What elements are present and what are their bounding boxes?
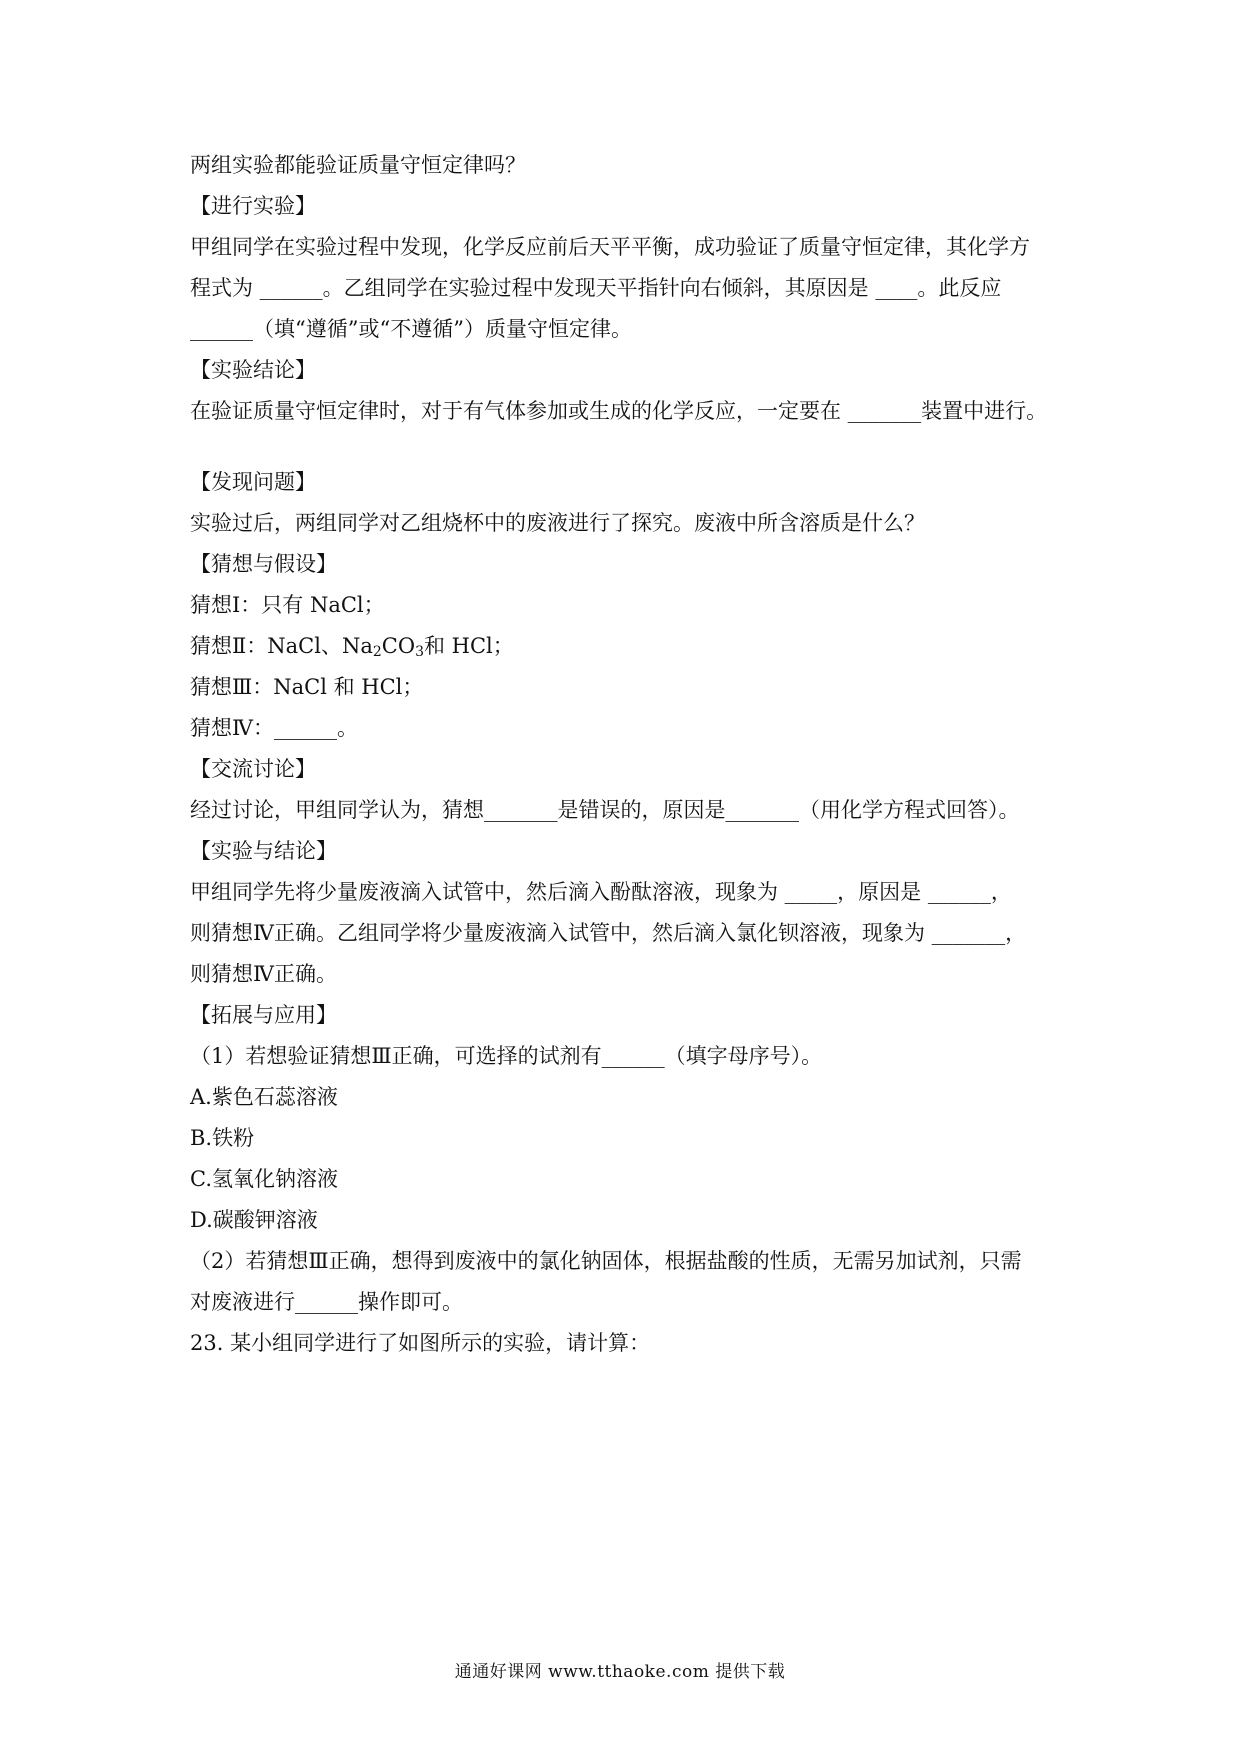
experiment-text-3: ______（填“遵循”或“不遵循”）质量守恒定律。 xyxy=(190,317,632,341)
experiment-text-1: 甲组同学在实验过程中发现，化学反应前后天平平衡，成功验证了质量守恒定律，其化学方 xyxy=(190,235,1030,259)
hypothesis-2-subscript-2: 3 xyxy=(415,644,424,660)
heading-experiment: 【进行实验】 xyxy=(190,194,316,218)
heading-hypothesis: 【猜想与假设】 xyxy=(190,552,337,576)
document-body xyxy=(190,145,1060,1364)
hypothesis-2-subscript-1: 2 xyxy=(372,644,382,660)
experiment-text-2: 程式为 ______。乙组同学在实验过程中发现天平指针向右倾斜，其原因是 ____。此反应 xyxy=(190,276,1002,300)
option-d: D.碳酸钾溶液 xyxy=(190,1208,318,1232)
heading-extension: 【拓展与应用】 xyxy=(190,1003,337,1027)
question-intro: 两组实验都能验证质量守恒定律吗？ xyxy=(190,153,526,177)
experiment-conclusion-text-3: 则猜想Ⅳ正确。 xyxy=(190,962,337,986)
question-23: 23. 某小组同学进行了如图所示的实验，请计算： xyxy=(190,1331,651,1355)
section-gap xyxy=(190,432,1060,462)
heading-conclusion: 【实验结论】 xyxy=(190,358,316,382)
extension-question-2-line-2: 对废液进行______操作即可。 xyxy=(190,1290,463,1314)
conclusion-text: 在验证质量守恒定律时，对于有气体参加或生成的化学反应，一定要在 _______装置中进行。 xyxy=(190,399,1048,423)
option-b: B.铁粉 xyxy=(190,1126,255,1150)
experiment-conclusion-text-2: 则猜想Ⅳ正确。乙组同学将少量废液滴入试管中，然后滴入氯化钡溶液，现象为 _______， xyxy=(190,921,1027,945)
extension-question-2-line-1: （2）若猜想Ⅲ正确，想得到废液中的氯化钠固体，根据盐酸的性质，无需另加试剂，只需 xyxy=(190,1249,1022,1273)
discussion-text: 经过讨论，甲组同学认为，猜想_______是错误的，原因是_______（用化学方程式回答）。 xyxy=(190,798,1020,822)
extension-question-1: （1）若想验证猜想Ⅲ正确，可选择的试剂有______（填字母序号）。 xyxy=(190,1044,823,1068)
hypothesis-4: 猜想Ⅳ：______。 xyxy=(190,716,358,740)
hypothesis-2-part-a: 猜想Ⅱ：NaCl、Na xyxy=(190,634,373,658)
page-footer: 通通好课网 www.tthaoke.com 提供下载 xyxy=(454,1662,786,1682)
hypothesis-2-part-c: 和 HCl； xyxy=(424,634,514,658)
hypothesis-2-part-b: CO xyxy=(381,634,416,658)
option-c: C.氢氧化钠溶液 xyxy=(190,1167,338,1191)
hypothesis-3: 猜想Ⅲ：NaCl 和 HCl； xyxy=(190,675,424,699)
heading-discussion: 【交流讨论】 xyxy=(190,757,316,781)
experiment-conclusion-text-1: 甲组同学先将少量废液滴入试管中，然后滴入酚酞溶液，现象为 _____，原因是 ______， xyxy=(190,880,1012,904)
hypothesis-1: 猜想Ⅰ：只有 NaCl； xyxy=(190,593,385,617)
hypothesis-2 xyxy=(190,626,1060,667)
heading-experiment-conclusion: 【实验与结论】 xyxy=(190,839,337,863)
option-a: A.紫色石蕊溶液 xyxy=(190,1085,338,1109)
heading-problem: 【发现问题】 xyxy=(190,470,316,494)
problem-text: 实验过后，两组同学对乙组烧杯中的废液进行了探究。废液中所含溶质是什么？ xyxy=(190,511,925,535)
